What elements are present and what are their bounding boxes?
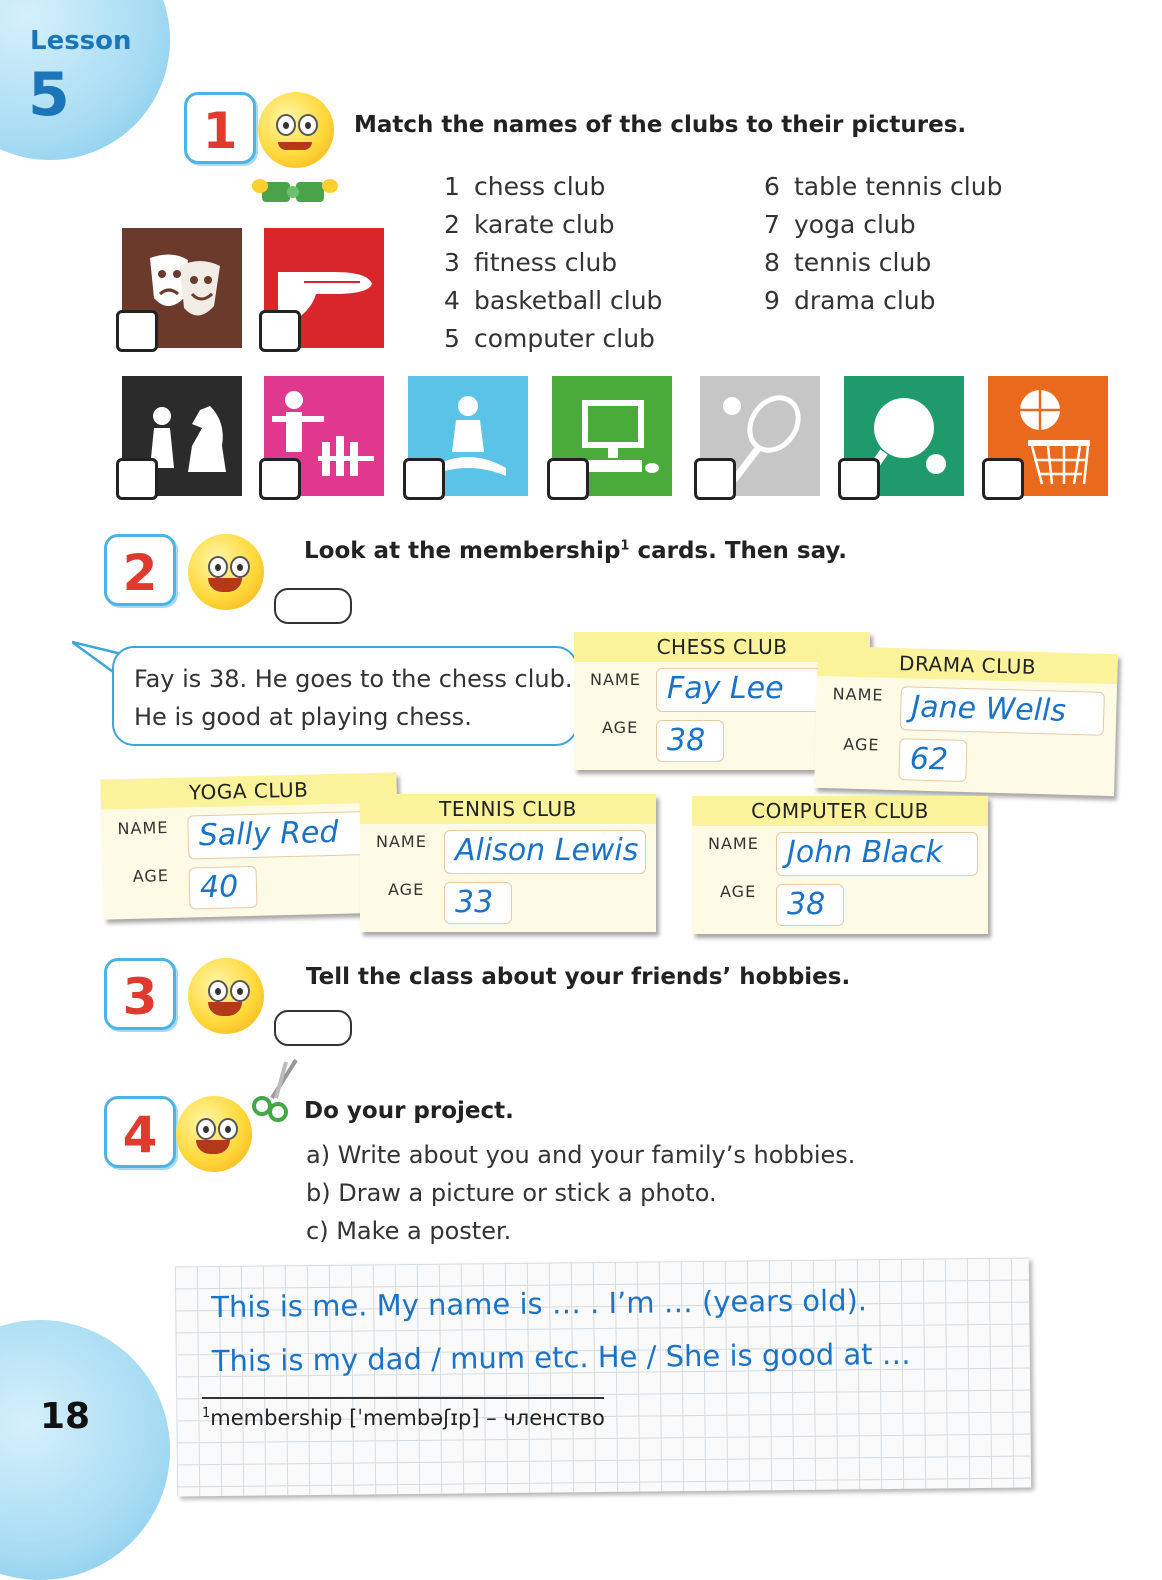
list-item: 2 karate club — [444, 210, 615, 239]
talk-bubble-icon — [274, 1010, 352, 1046]
list-item: 8 tennis club — [764, 248, 932, 277]
membership-card-computer: COMPUTER CLUB NAME John Black AGE 38 — [692, 796, 988, 934]
smiley-talking-icon — [188, 958, 264, 1034]
club-list-left — [444, 168, 662, 358]
list-item: 1 chess club — [444, 172, 606, 201]
exercise-2-instruction: Look at the membership$^1$ cards. Then say. — [304, 538, 848, 564]
project-steps-list — [306, 1136, 855, 1250]
lesson-number: 5 — [28, 60, 70, 130]
checkbox-drama[interactable] — [116, 310, 158, 352]
exercise-1-number: 1 — [184, 92, 256, 164]
lesson-badge — [0, 0, 170, 160]
exercise-3-instruction: Tell the class about your friends’ hobbies. — [306, 964, 851, 990]
checkbox-chess[interactable] — [116, 458, 158, 500]
checkbox-table-tennis[interactable] — [838, 458, 880, 500]
list-item: 9 drama club — [764, 286, 936, 315]
note-line-2: This is my dad / mum etc. He / She is good at … — [211, 1336, 911, 1379]
list-item: 3 fitness club — [444, 248, 618, 277]
membership-card-yoga: YOGA CLUB NAME Sally Red AGE 40 — [100, 772, 399, 919]
checkbox-computer[interactable] — [547, 458, 589, 500]
checkbox-fitness[interactable] — [259, 458, 301, 500]
list-item: 5 computer club — [444, 324, 655, 353]
membership-card-drama: DRAMA CLUB NAME Jane Wells AGE 62 — [814, 646, 1118, 796]
smiley-puzzle-icon — [258, 92, 334, 168]
scissors-icon — [246, 1058, 302, 1122]
graph-paper-note — [175, 1258, 1031, 1497]
exercise-1-instruction: Match the names of the clubs to their pictures. — [354, 112, 967, 138]
puzzle-pieces-icon — [250, 172, 340, 208]
checkbox-tennis[interactable] — [694, 458, 736, 500]
club-list-right — [764, 168, 1002, 320]
smiley-scissors-icon — [176, 1096, 252, 1172]
checkbox-basketball[interactable] — [982, 458, 1024, 500]
membership-card-tennis: TENNIS CLUB NAME Alison Lewis AGE 33 — [360, 794, 656, 932]
list-item: c) Make a poster. — [306, 1217, 512, 1245]
exercise-2-number: 2 — [104, 534, 176, 606]
footnote: $^1$membership [ˈmembəʃɪp] – членство — [202, 1406, 605, 1430]
list-item: b) Draw a picture or stick a photo. — [306, 1179, 717, 1207]
footnote-divider — [202, 1397, 604, 1399]
exercise-3-number: 3 — [104, 958, 176, 1030]
exercise-4-number: 4 — [104, 1096, 176, 1168]
list-item: 4 basketball club — [444, 286, 663, 315]
talk-bubble-icon — [274, 588, 352, 624]
page-number: 18 — [40, 1396, 91, 1437]
list-item: a) Write about you and your family’s hobbies. — [306, 1141, 856, 1169]
checkbox-karate[interactable] — [259, 310, 301, 352]
exercise-4-instruction: Do your project. — [304, 1098, 514, 1124]
note-line-1: This is me. My name is … . I’m … (years old). — [211, 1283, 868, 1325]
lesson-label: Lesson — [30, 26, 132, 56]
speech-bubble-text: Fay is 38. He goes to the chess club. He is good at playing chess. — [134, 665, 573, 731]
checkbox-yoga[interactable] — [403, 458, 445, 500]
membership-card-chess: CHESS CLUB NAME Fay Lee AGE 38 — [574, 632, 870, 770]
list-item: 7 yoga club — [764, 210, 916, 239]
list-item: 6 table tennis club — [764, 172, 1003, 201]
smiley-talking-icon — [188, 534, 264, 610]
page-badge — [0, 1320, 170, 1580]
